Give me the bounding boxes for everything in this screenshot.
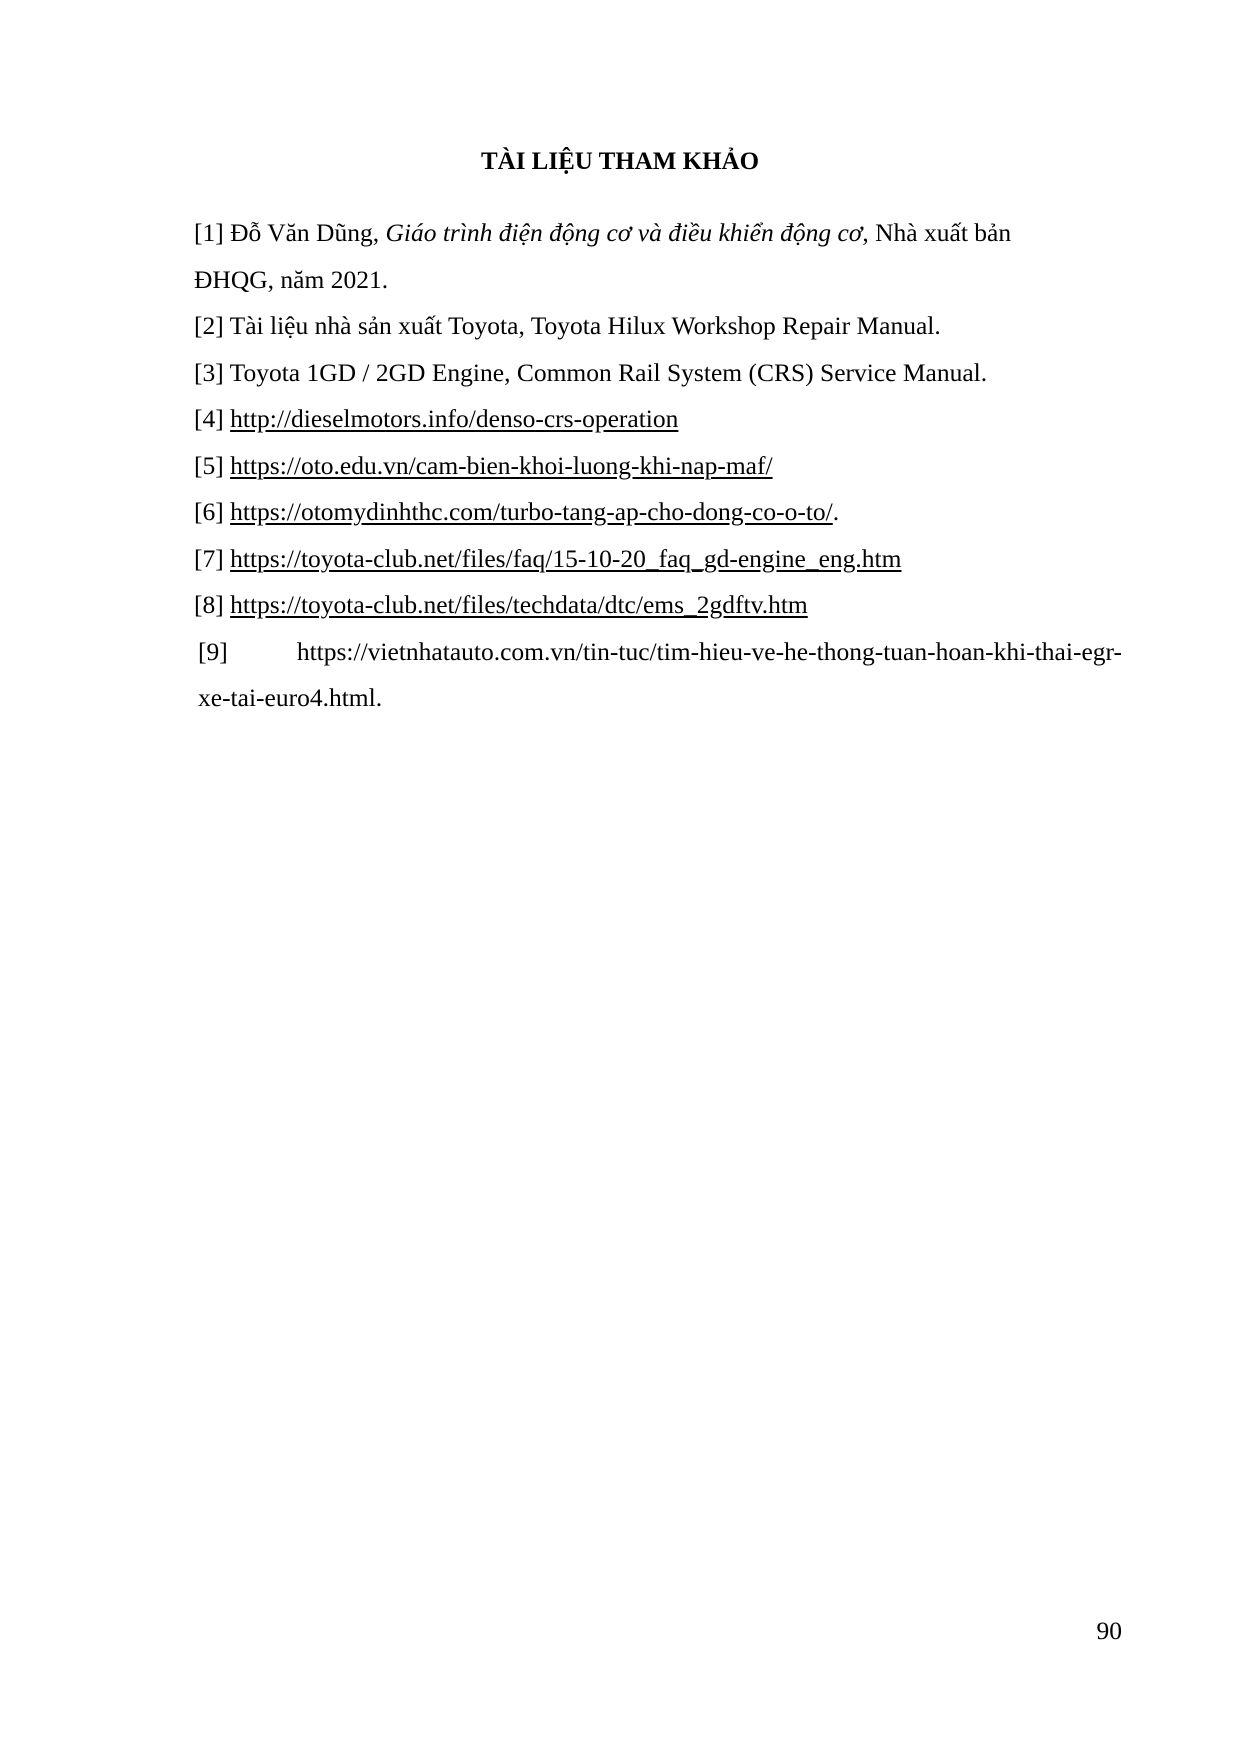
reference-text: Tài liệu nhà sản xuất Toyota, Toyota Hilux Workshop Repair Manual.	[229, 311, 941, 340]
reference-item-8	[194, 582, 1122, 629]
reference-number: [1]	[194, 218, 224, 247]
reference-text: Toyota 1GD / 2GD Engine, Common Rail System (CRS) Service Manual.	[229, 357, 988, 387]
reference-list	[194, 210, 1122, 722]
reference-number: [6]	[194, 497, 224, 526]
reference-suffix: .	[832, 497, 840, 526]
reference-link[interactable]: https://oto.edu.vn/cam-bien-khoi-luong-khi-nap-maf/	[230, 450, 773, 480]
reference-number: [3]	[194, 357, 224, 387]
reference-item-4	[194, 396, 1122, 443]
reference-link[interactable]: http://dieselmotors.info/denso-crs-operation	[230, 404, 679, 433]
reference-author: Đỗ Văn Dũng,	[230, 218, 380, 247]
reference-link[interactable]: https://vietnhatauto.com.vn/tin-tuc/tim-hieu-ve-he-thong-tuan-hoan-khi-thai-egr-	[296, 636, 1122, 666]
reference-link[interactable]: https://otomydinhthc.com/turbo-tang-ap-cho-dong-co-o-to/	[230, 497, 833, 526]
reference-work-title: Giáo trình điện động cơ và điều khiển động cơ	[385, 218, 863, 247]
reference-item-6	[194, 489, 1122, 536]
reference-number: [4]	[194, 404, 224, 433]
reference-link[interactable]: https://toyota-club.net/files/techdata/dtc/ems_2gdftv.htm	[230, 590, 808, 619]
reference-number: [8]	[194, 590, 224, 619]
reference-number: [5]	[194, 450, 224, 480]
reference-number: [7]	[194, 543, 224, 573]
reference-number: [2]	[194, 311, 224, 340]
reference-item-1	[194, 210, 1122, 303]
reference-publisher: , Nhà xuất bản	[862, 218, 1012, 247]
reference-item-3	[194, 350, 1122, 397]
reference-link-cont[interactable]: xe-tai-euro4.html	[198, 683, 376, 712]
reference-link[interactable]: https://toyota-club.net/files/faq/15-10-20_faq_gd-engine_eng.htm	[230, 543, 902, 573]
page-title: TÀI LIỆU THAM KHẢO	[480, 148, 760, 175]
reference-number: [9]	[198, 636, 228, 666]
reference-item-9	[194, 629, 1122, 722]
reference-item-5	[194, 443, 1122, 490]
reference-suffix: .	[375, 683, 383, 712]
reference-item-2	[194, 303, 1122, 350]
page-number: 90	[1096, 1616, 1122, 1645]
reference-item-7	[194, 536, 1122, 583]
reference-publisher-cont: ĐHQG, năm 2021.	[194, 264, 389, 294]
